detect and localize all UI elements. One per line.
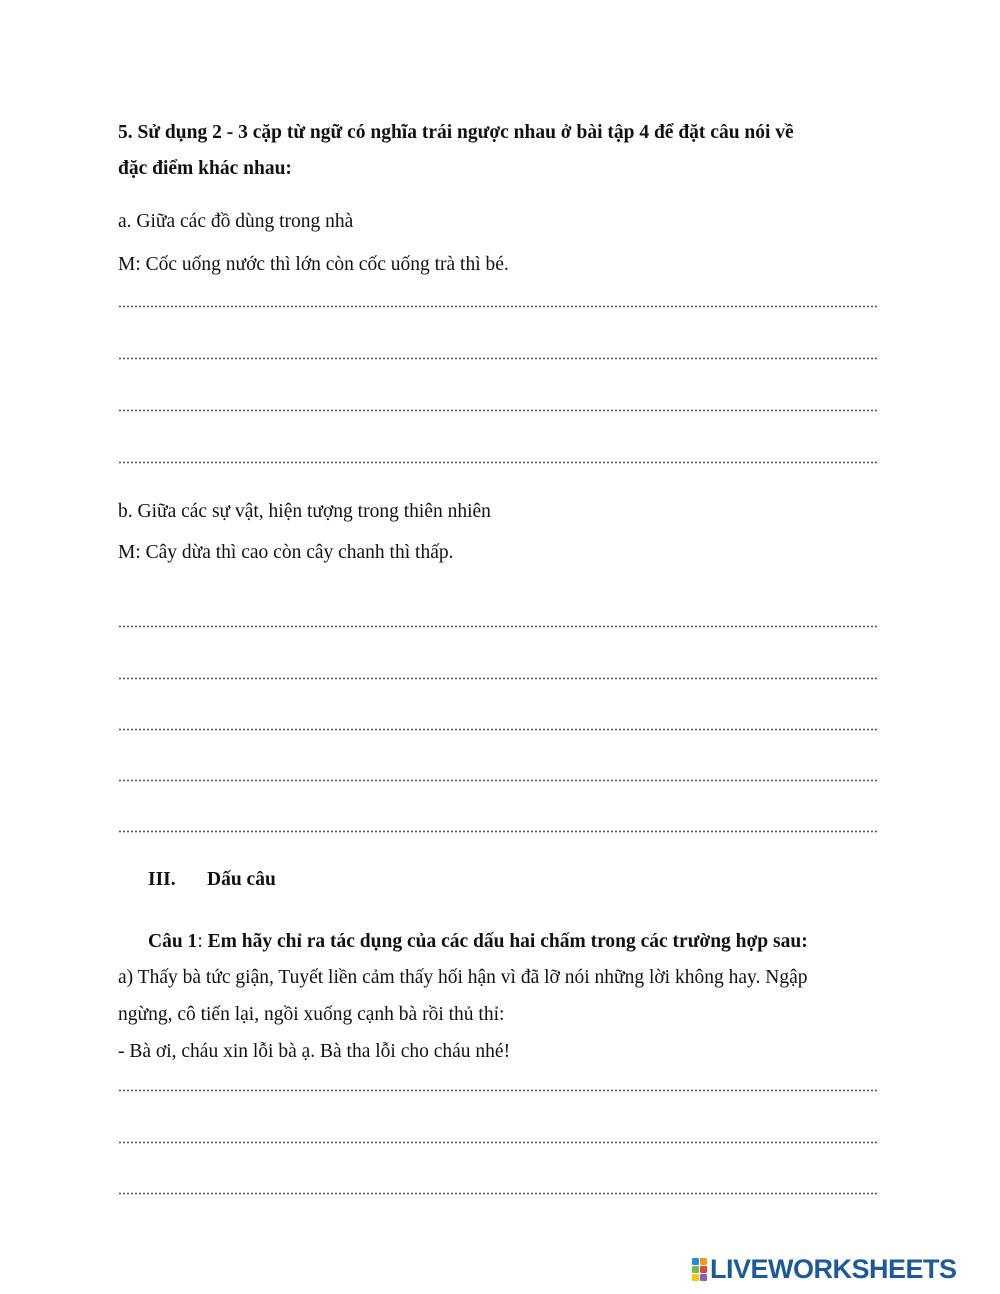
answer-line-b5[interactable] — [118, 830, 878, 833]
question-1-heading — [148, 930, 808, 954]
logo-tile — [692, 1274, 699, 1281]
liveworksheets-tiles-icon — [692, 1258, 707, 1281]
exercise-5-heading-line-2: đặc điểm khác nhau: — [118, 158, 292, 179]
question-1-prompt: Em hãy chỉ ra tác dụng của các dấu hai chấm trong các trường hợp sau: — [202, 931, 808, 952]
logo-tile — [692, 1266, 699, 1273]
answer-line-b2[interactable] — [118, 677, 878, 680]
part-a-example: M: Cốc uống nước thì lớn còn cốc uống trà thì bé. — [118, 254, 509, 275]
answer-line-b3[interactable] — [118, 728, 878, 731]
exercise-5-heading-line-1: 5. Sử dụng 2 - 3 cặp từ ngữ có nghĩa trái ngược nhau ở bài tập 4 để đặt câu nói về — [118, 122, 794, 143]
question-1-label: Câu 1 — [148, 931, 198, 952]
section-3-title: Dấu câu — [207, 869, 276, 890]
logo-text: LIVEWORKSHEETS — [710, 1254, 957, 1284]
logo-tile — [700, 1258, 707, 1265]
answer-line-a4[interactable] — [118, 461, 878, 464]
answer-line-a2[interactable] — [118, 357, 878, 360]
question-1-item-a-line-2: ngừng, cô tiến lại, ngồi xuống cạnh bà rồi thủ thỉ: — [118, 1004, 505, 1025]
answer-line-b4[interactable] — [118, 779, 878, 782]
answer-line-q1-2[interactable] — [118, 1141, 878, 1144]
logo-tile — [700, 1266, 707, 1273]
logo-tile — [700, 1274, 707, 1281]
question-1-item-a-line-3: - Bà ơi, cháu xin lỗi bà ạ. Bà tha lỗi cho cháu nhé! — [118, 1041, 511, 1062]
logo-tile — [692, 1258, 699, 1265]
part-a-prompt: a. Giữa các đồ dùng trong nhà — [118, 211, 354, 232]
answer-line-a3[interactable] — [118, 409, 878, 412]
answer-line-q1-1[interactable] — [118, 1089, 878, 1092]
answer-line-q1-3[interactable] — [118, 1192, 878, 1195]
answer-line-a1[interactable] — [118, 305, 878, 308]
part-b-prompt: b. Giữa các sự vật, hiện tượng trong thiên nhiên — [118, 501, 491, 522]
answer-line-b1[interactable] — [118, 625, 878, 628]
question-1-colon: : — [197, 931, 203, 952]
part-b-example: M: Cây dừa thì cao còn cây chanh thì thấp. — [118, 542, 454, 563]
liveworksheets-logo — [692, 1254, 957, 1284]
section-3-numeral: III. — [148, 869, 176, 890]
question-1-item-a-line-1: a) Thấy bà tức giận, Tuyết liền cảm thấy hối hận vì đã lỡ nói những lời không hay. Ngập — [118, 967, 808, 988]
